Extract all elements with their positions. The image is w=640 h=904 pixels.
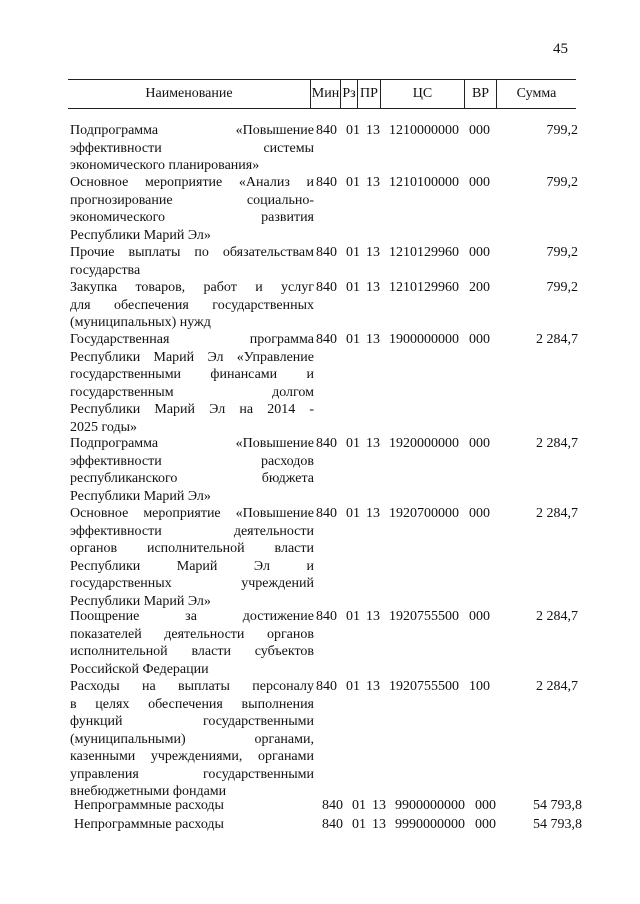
row-rz: 01 <box>346 436 360 451</box>
row-sum: 54 793,8 <box>533 798 582 813</box>
row-name <box>70 608 314 678</box>
row-rz: 01 <box>346 123 360 138</box>
row-pr: 13 <box>366 436 380 451</box>
row-pr: 13 <box>366 609 380 624</box>
row-vr: 200 <box>469 280 490 295</box>
row-vr: 000 <box>475 817 496 832</box>
header-rz: Рз <box>342 86 356 101</box>
page-number: 45 <box>553 41 568 57</box>
row-sum: 2 284,7 <box>536 679 578 694</box>
row-name-line: (муниципальных) нужд <box>70 315 211 330</box>
row-min: 840 <box>322 798 343 813</box>
row-vr: 000 <box>469 123 490 138</box>
row-cs: 1210129960 <box>389 245 459 260</box>
row-sum: 799,2 <box>546 175 578 190</box>
row-name-line: Республики Марий Эл «Управление <box>70 349 314 365</box>
row-name-line: эффективности системы <box>70 140 314 156</box>
row-cs: 1920700000 <box>389 506 459 521</box>
row-name-line: Республики Марий Эл на 2014 - <box>70 402 314 417</box>
row-name <box>70 122 314 175</box>
row-name <box>70 331 314 436</box>
row-min: 840 <box>316 245 337 260</box>
row-name-line: Прочие выплаты по обязательствам <box>70 245 314 260</box>
row-name-line: Основное мероприятие «Анализ и <box>70 175 314 190</box>
row-name-line: Подпрограмма «Повышение <box>70 436 314 451</box>
header-name: Наименование <box>145 86 233 101</box>
row-sum: 799,2 <box>546 280 578 295</box>
row-vr: 000 <box>469 436 490 451</box>
row-vr: 100 <box>469 679 490 694</box>
row-sum: 2 284,7 <box>536 436 578 451</box>
row-name-line: казенными учреждениями, органами <box>70 749 314 764</box>
row-min: 840 <box>316 123 337 138</box>
row-rz: 01 <box>346 506 360 521</box>
row-name-line: Республики Марий Эл и <box>70 558 314 574</box>
row-name-line: Подпрограмма «Повышение <box>70 123 314 138</box>
row-pr: 13 <box>366 175 380 190</box>
row-name-line: Республики Марий Эл» <box>70 488 211 504</box>
row-rz: 01 <box>346 609 360 624</box>
row-vr: 000 <box>469 245 490 260</box>
row-name-line: Республики Марий Эл» <box>70 593 211 609</box>
row-sum: 799,2 <box>546 123 578 138</box>
row-sum: 2 284,7 <box>536 609 578 624</box>
row-name <box>70 244 314 279</box>
row-name-line: эффективности деятельности <box>70 523 314 539</box>
row-name-line: Расходы на выплаты персоналу <box>70 679 314 694</box>
row-name <box>70 435 314 505</box>
row-vr: 000 <box>469 175 490 190</box>
row-min: 840 <box>316 175 337 190</box>
row-min: 840 <box>322 817 343 832</box>
row-name <box>70 279 314 332</box>
row-min: 840 <box>316 506 337 521</box>
row-name <box>74 816 318 834</box>
row-name-line: прогнозирование социально- <box>70 192 314 208</box>
row-name <box>70 678 314 801</box>
row-name-line: Непрограммные расходы <box>74 798 224 813</box>
row-name-line: органов исполнительной власти <box>70 541 314 556</box>
row-cs: 1210000000 <box>389 123 459 138</box>
row-name-line: Основное мероприятие «Повышение <box>70 506 314 521</box>
row-pr: 13 <box>366 245 380 260</box>
row-rz: 01 <box>346 332 360 347</box>
row-rz: 01 <box>346 175 360 190</box>
row-name-line: внебюджетными фондами <box>70 784 227 799</box>
row-rz: 01 <box>346 280 360 295</box>
row-rz: 01 <box>352 817 366 832</box>
header-pr: ПР <box>360 86 378 101</box>
row-cs: 1900000000 <box>389 332 459 347</box>
row-min: 840 <box>316 332 337 347</box>
row-name-line: (муниципальными) органами, <box>70 731 314 747</box>
row-name-line: республиканского бюджета <box>70 471 314 486</box>
row-name-line: в целях обеспечения выполнения <box>70 696 314 712</box>
row-rz: 01 <box>352 798 366 813</box>
row-min: 840 <box>316 609 337 624</box>
row-pr: 13 <box>366 679 380 694</box>
row-pr: 13 <box>366 332 380 347</box>
row-vr: 000 <box>469 506 490 521</box>
header-min: Мин <box>311 86 340 101</box>
row-cs: 1210129960 <box>389 280 459 295</box>
row-name-line: показателей деятельности органов <box>70 626 314 642</box>
row-name-line: государственным долгом <box>70 384 314 400</box>
row-name-line: эффективности расходов <box>70 453 314 469</box>
row-vr: 000 <box>469 332 490 347</box>
row-name-line: государственными финансами и <box>70 367 314 382</box>
row-cs: 1920755500 <box>389 679 459 694</box>
row-name-line: государства <box>70 262 141 278</box>
row-sum: 799,2 <box>546 245 578 260</box>
row-min: 840 <box>316 679 337 694</box>
row-name-line: 2025 годы» <box>70 419 138 435</box>
row-cs: 9990000000 <box>395 817 465 832</box>
row-name-line: экономического развития <box>70 210 314 225</box>
row-name-line: Республики Марий Эл» <box>70 227 211 243</box>
row-name-line: государственных учреждений <box>70 576 314 591</box>
row-name <box>70 505 314 610</box>
row-name-line: Поощрение за достижение <box>70 609 314 624</box>
row-pr: 13 <box>372 817 386 832</box>
row-name <box>70 174 314 244</box>
row-name-line: Российской Федерации <box>70 661 209 677</box>
row-name <box>74 797 318 815</box>
row-cs: 1920000000 <box>389 436 459 451</box>
header-sum: Сумма <box>516 86 557 101</box>
header-cs: ЦС <box>412 86 433 101</box>
row-pr: 13 <box>366 506 380 521</box>
row-name-line: Закупка товаров, работ и услуг <box>70 280 314 295</box>
row-min: 840 <box>316 436 337 451</box>
row-rz: 01 <box>346 679 360 694</box>
row-cs: 1210100000 <box>389 175 459 190</box>
header-vr: ВР <box>471 86 490 101</box>
row-vr: 000 <box>475 798 496 813</box>
row-name-line: исполнительной власти субъектов <box>70 644 314 659</box>
row-rz: 01 <box>346 245 360 260</box>
row-sum: 2 284,7 <box>536 332 578 347</box>
row-min: 840 <box>316 280 337 295</box>
row-sum: 54 793,8 <box>533 817 582 832</box>
row-name-line: функций государственными <box>70 714 314 729</box>
row-pr: 13 <box>372 798 386 813</box>
row-vr: 000 <box>469 609 490 624</box>
row-name-line: управления государственными <box>70 766 314 782</box>
table-header <box>68 79 576 109</box>
row-cs: 1920755500 <box>389 609 459 624</box>
row-pr: 13 <box>366 123 380 138</box>
row-name-line: экономического планирования» <box>70 158 260 173</box>
row-sum: 2 284,7 <box>536 506 578 521</box>
row-name-line: Государственная программа <box>70 332 314 347</box>
row-pr: 13 <box>366 280 380 295</box>
row-cs: 9900000000 <box>395 798 465 813</box>
row-name-line: Непрограммные расходы <box>74 817 224 832</box>
row-name-line: для обеспечения государственных <box>70 297 314 313</box>
